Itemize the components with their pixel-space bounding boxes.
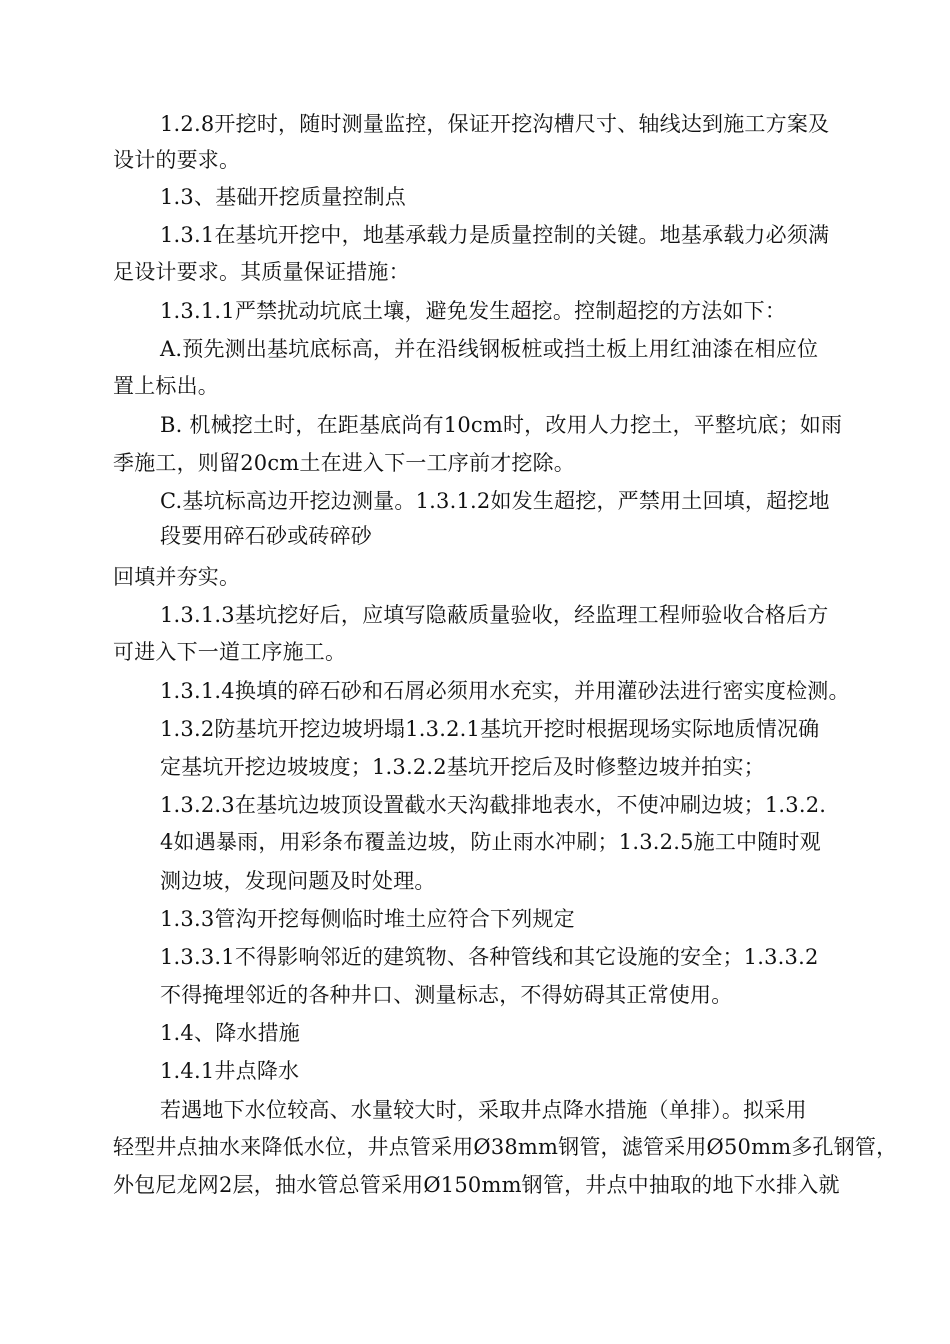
text-line: A.预先测出基坑底标高，并在沿线钢板桩或挡土板上用红油漆在相应位	[160, 337, 819, 361]
text-line: 足设计要求。其质量保证措施：	[113, 260, 410, 284]
text-line: 轻型井点抽水来降低水位，井点管采用Ø38mm钢管，滤管采用Ø50mm多孔钢管，	[113, 1135, 898, 1159]
text-line: 1.3.1在基坑开挖中，地基承载力是质量控制的关键。地基承载力必须满	[160, 223, 830, 247]
text-line: 若遇地下水位较高、水量较大时，采取井点降水措施（单排）。拟采用	[160, 1098, 807, 1122]
section-heading: 1.3、基础开挖质量控制点	[160, 185, 406, 209]
text-line: B. 机械挖土时，在距基底尚有10cm时，改用人力挖土，平整坑底；如雨	[160, 413, 843, 437]
text-line: 1.3.3.1不得影响邻近的建筑物、各种管线和其它设施的安全；1.3.3.2	[160, 945, 819, 969]
text-line: 1.3.2.3在基坑边坡顶设置截水天沟截排地表水，不使冲刷边坡；1.3.2.	[160, 793, 827, 817]
text-line: 置上标出。	[113, 374, 219, 398]
text-line: 1.3.1.3基坑挖好后，应填写隐蔽质量验收，经监理工程师验收合格后方	[160, 603, 829, 627]
section-heading: 1.4、降水措施	[160, 1021, 300, 1045]
text-line: 可进入下一道工序施工。	[113, 640, 347, 664]
text-line: 设计的要求。	[113, 148, 241, 172]
text-line: 1.3.1.4换填的碎石砂和石屑必须用水充实，并用灌砂法进行密实度检测。	[160, 679, 850, 703]
text-line: 外包尼龙网2层，抽水管总管采用Ø150mm钢管，井点中抽取的地下水排入就	[113, 1173, 840, 1197]
text-line: 段要用碎石砂或砖碎砂	[160, 524, 372, 548]
text-line: 1.3.2防基坑开挖边坡坍塌1.3.2.1基坑开挖时根据现场实际地质情况确	[160, 717, 820, 741]
text-line: 定基坑开挖边坡坡度；1.3.2.2基坑开挖后及时修整边坡并拍实；	[160, 755, 765, 779]
text-line: 4如遇暴雨，用彩条布覆盖边坡，防止雨水冲刷；1.3.2.5施工中随时观	[160, 830, 821, 854]
text-line: 1.3.1.1严禁扰动坑底土壤，避免发生超挖。控制超挖的方法如下：	[160, 299, 787, 323]
text-line: C.基坑标高边开挖边测量。1.3.1.2如发生超挖，严禁用土回填，超挖地	[160, 489, 830, 513]
text-line: 1.2.8开挖时，随时测量监控，保证开挖沟槽尺寸、轴线达到施工方案及	[160, 112, 830, 136]
text-line: 季施工，则留20cm土在进入下一工序前才挖除。	[113, 451, 575, 475]
section-heading: 1.4.1井点降水	[160, 1059, 300, 1083]
text-line: 不得掩埋邻近的各种井口、测量标志，不得妨碍其正常使用。	[160, 983, 733, 1007]
text-line: 测边坡，发现问题及时处理。	[160, 869, 436, 893]
section-heading: 1.3.3管沟开挖每侧临时堆土应符合下列规定	[160, 907, 575, 931]
text-line: 回填并夯实。	[113, 565, 241, 589]
